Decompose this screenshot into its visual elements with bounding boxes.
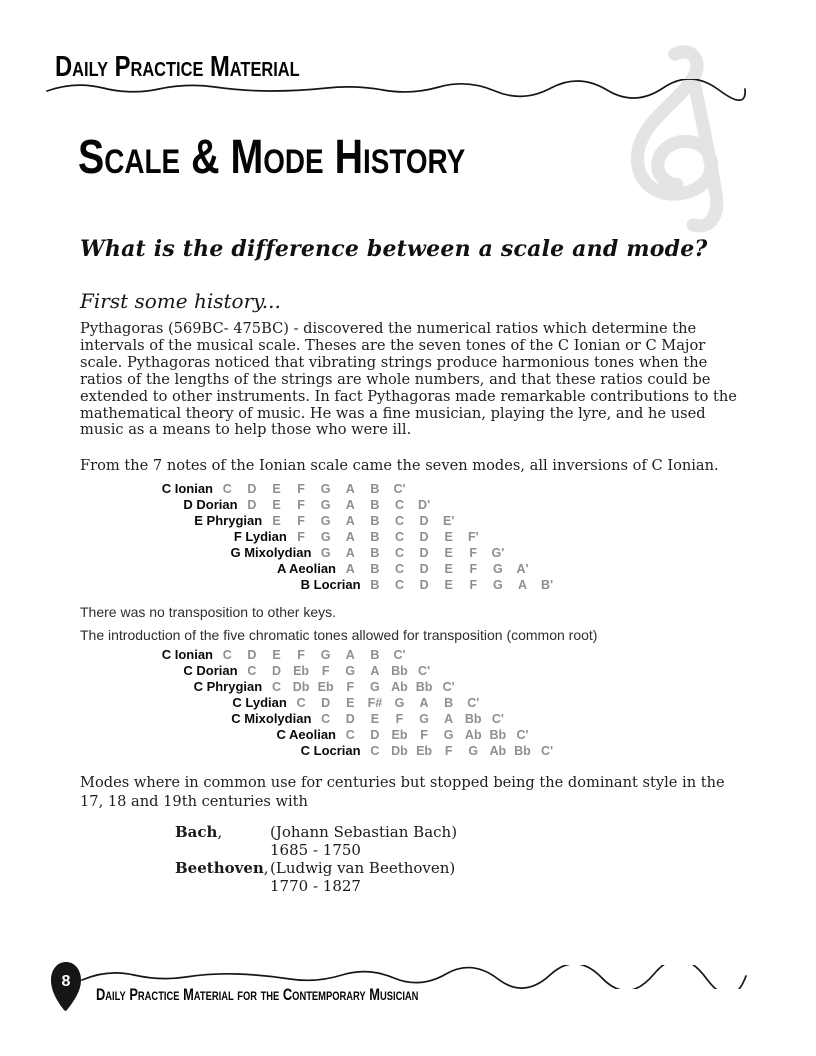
scale-note: Eb [317,680,334,695]
scale-note: D [247,482,257,497]
chromatic-line: The introduction of the five chromatic tones allowed for transposition (common root) [80,627,598,644]
mode-row [80,695,748,711]
scale-note: F [297,498,305,513]
scale-note: A [419,696,429,711]
mode-row [80,711,748,727]
modes-usage-line: Modes where in common use for centuries but stopped being the dominant style in the 17, 18 and 19th centuries with [80,774,725,810]
mode-name-label: B Locrian [300,577,361,593]
history-heading: First some history... [80,289,281,313]
scale-note: A [444,712,454,727]
scale-note: G [492,578,503,593]
scale-note: B [370,648,380,663]
composer-name [175,877,270,895]
composer-name [175,859,270,877]
scale-note: E [444,562,453,577]
scale-note: B [370,530,380,545]
scale-note: C' [491,712,504,727]
pythagoras-paragraph: Pythagoras (569BC- 475BC) - discovered the numerical ratios which determine the intervals of the musical scale. Theses are the seven tones of the C Ionian or C Major scale. Pythagoras noticed that vibrating strings produce harmonious tones when the ratios of the lengths of the strings are whole numbers, and that these ratios could be extended to other instruments. In fact Pythagoras made remarkable contributions to the mathematical theory of music. He was a fine musician, playing the lyre, and he used music as a means to help those who were ill. [80,320,737,439]
scale-note: A [345,530,355,545]
mode-row [80,679,748,695]
composer-separator: , [263,859,269,878]
scale-note: E [444,546,453,561]
composer-separator: , [217,823,223,842]
scale-note: C [394,562,404,577]
mode-name-label: F Lydian [233,529,287,545]
scale-note: A [517,578,527,593]
footer-title-text: Daily Practice Material for the Contemporary Musician [96,986,419,1004]
scale-note: C [394,514,404,529]
scale-note: D [321,696,331,711]
treble-clef-icon [616,44,768,236]
scale-note: E' [442,514,455,529]
scale-note: G [492,562,503,577]
scale-note: F [297,514,305,529]
mode-name-label: D Dorian [183,497,238,513]
page-title-text: Scale & Mode History [78,131,466,184]
scale-note: F [469,578,478,593]
page-title [78,131,550,184]
scale-note: E [444,578,453,593]
mode-row [80,497,748,513]
mode-row [80,513,748,529]
scale-note: C' [516,728,529,743]
scale-note: D [419,578,429,593]
scale-note: C [321,712,331,727]
transposition-note: There was no transposition to other keys. [80,604,337,621]
scale-note: Eb [416,744,433,759]
scale-note: F [420,728,428,743]
mode-name-label: C Dorian [183,663,238,679]
scale-note: B [370,562,380,577]
scale-note: C [370,744,380,759]
scale-note: D [419,530,429,545]
scale-note: C' [418,664,431,679]
scale-note: D [370,728,380,743]
scale-note: A [345,482,355,497]
mode-row [80,663,748,679]
scale-note: G [320,514,331,529]
scale-note: G [468,744,479,759]
scale-note: C [222,648,232,663]
scale-note: G [345,664,356,679]
scale-note: F [297,482,305,497]
scale-note: F [469,562,478,577]
composer-name [175,841,270,859]
scale-note: Eb [293,664,310,679]
scale-note: B [370,498,380,513]
scale-note: C [394,546,404,561]
mode-row [80,561,748,577]
scale-note: A [345,546,355,561]
scale-note: F [444,744,453,759]
composer-row [175,823,748,841]
scale-note: C [394,530,404,545]
scale-note: G [394,696,405,711]
scale-note: F# [367,696,383,711]
scale-note: F' [467,530,479,545]
page-number: 8 [61,973,71,990]
scale-note: C [394,578,404,593]
scale-note: G [419,712,429,727]
scale-note: Bb [464,712,482,727]
mode-name-label: C Mixolydian [231,711,312,727]
composer-years: 1770 - 1827 [270,877,361,896]
scale-note: A' [516,562,529,577]
scale-note: Bb [415,680,433,695]
scale-note: A [345,648,355,663]
scale-note: Db [391,744,408,759]
scale-note: F [297,530,305,545]
scale-note: E [370,712,380,727]
scale-note: E [444,530,453,545]
scale-note: C [345,728,355,743]
scale-note: B [370,514,380,529]
composer-full-name: (Ludwig van Beethoven) [270,859,456,878]
scale-note: D' [418,498,431,513]
mode-row [80,743,748,759]
scale-note: D [247,648,257,663]
mode-name-label: E Phrygian [194,513,263,529]
scale-note: Bb [514,744,531,759]
scale-note: Bb [391,664,408,679]
scale-note: G [369,680,380,695]
page-content [80,232,748,895]
footer-title [96,985,509,1005]
scale-note: G [320,530,331,545]
mode-table-common-root [80,647,748,759]
scale-note: G' [491,546,505,561]
scale-note: Db [292,680,310,695]
scale-note: Bb [489,728,507,743]
scale-note: C [296,696,306,711]
composer-list [175,823,748,895]
mode-name-label: C Ionian [161,647,213,663]
scale-note: A [345,498,355,513]
mode-row [80,529,748,545]
scale-note: B [370,482,380,497]
mode-row [80,727,748,743]
scale-note: D [247,498,257,513]
scale-note: Ab [464,728,482,743]
mode-name-label: C Aeolian [276,727,336,743]
mode-name-label: C Lydian [232,695,287,711]
scale-note: B [444,696,454,711]
composer-row [175,841,748,859]
scale-note: C' [467,696,480,711]
scale-note: E [272,482,281,497]
scale-note: A [370,664,380,679]
scale-note: D [419,514,429,529]
modes-origin-line: From the 7 notes of the Ionian scale came the seven modes, all inversions of C Ionian. [80,457,719,475]
scale-note: E [272,648,281,663]
question-heading: What is the difference between a scale and mode? [80,236,708,262]
mode-row [80,577,748,593]
composer-name-bold: Beethoven [175,859,264,878]
scale-note: C [394,498,404,513]
composer-full-name: (Johann Sebastian Bach) [270,823,458,842]
mode-name-label: C Locrian [300,743,361,759]
scale-note: A [345,514,355,529]
scale-note: C' [393,482,406,497]
scale-note: D [419,562,429,577]
scale-note: C' [541,744,554,759]
scale-note: Eb [391,728,408,743]
mode-row [80,647,748,663]
scale-note: F [321,664,330,679]
scale-note: C' [393,648,406,663]
scale-note: F [469,546,478,561]
scale-note: D [419,546,429,561]
mode-name-label: G Mixolydian [230,545,312,561]
scale-note: C [271,680,281,695]
scale-note: A [345,562,355,577]
scale-note: F [346,680,355,695]
wavy-rule-top [45,79,747,101]
scale-note: C [222,482,232,497]
composer-row [175,859,748,877]
mode-name-label: A Aeolian [277,561,336,577]
mode-name-label: C Ionian [161,481,213,497]
scale-note: B [370,546,380,561]
scale-note: D [345,712,355,727]
scale-note: G [320,648,331,663]
scale-note: E [272,498,281,513]
scale-note: G [320,482,331,497]
scale-note: E [346,696,355,711]
scale-note: B' [541,578,554,593]
scale-note: F [395,712,404,727]
scale-note: B [370,578,380,593]
scale-note: Ab [489,744,507,759]
scale-note: C' [442,680,455,695]
composer-years: 1685 - 1750 [270,841,361,860]
scale-note: G [320,498,331,513]
scale-note: F [297,648,305,663]
scale-note: C [247,664,257,679]
mode-row [80,545,748,561]
scale-note: Ab [391,680,408,695]
mode-row [80,481,748,497]
composer-row [175,877,748,895]
mode-name-label: C Phrygian [193,679,263,695]
scale-note: G [320,546,331,561]
scale-note: G [443,728,454,743]
masthead-title: Daily Practice Material [55,51,300,83]
scale-note: E [272,514,281,529]
scale-note: D [271,664,281,679]
composer-name-bold: Bach [175,823,218,842]
composer-name [175,823,270,841]
page-number-badge [49,960,83,1014]
mode-table-ionian-inversions [80,481,748,593]
